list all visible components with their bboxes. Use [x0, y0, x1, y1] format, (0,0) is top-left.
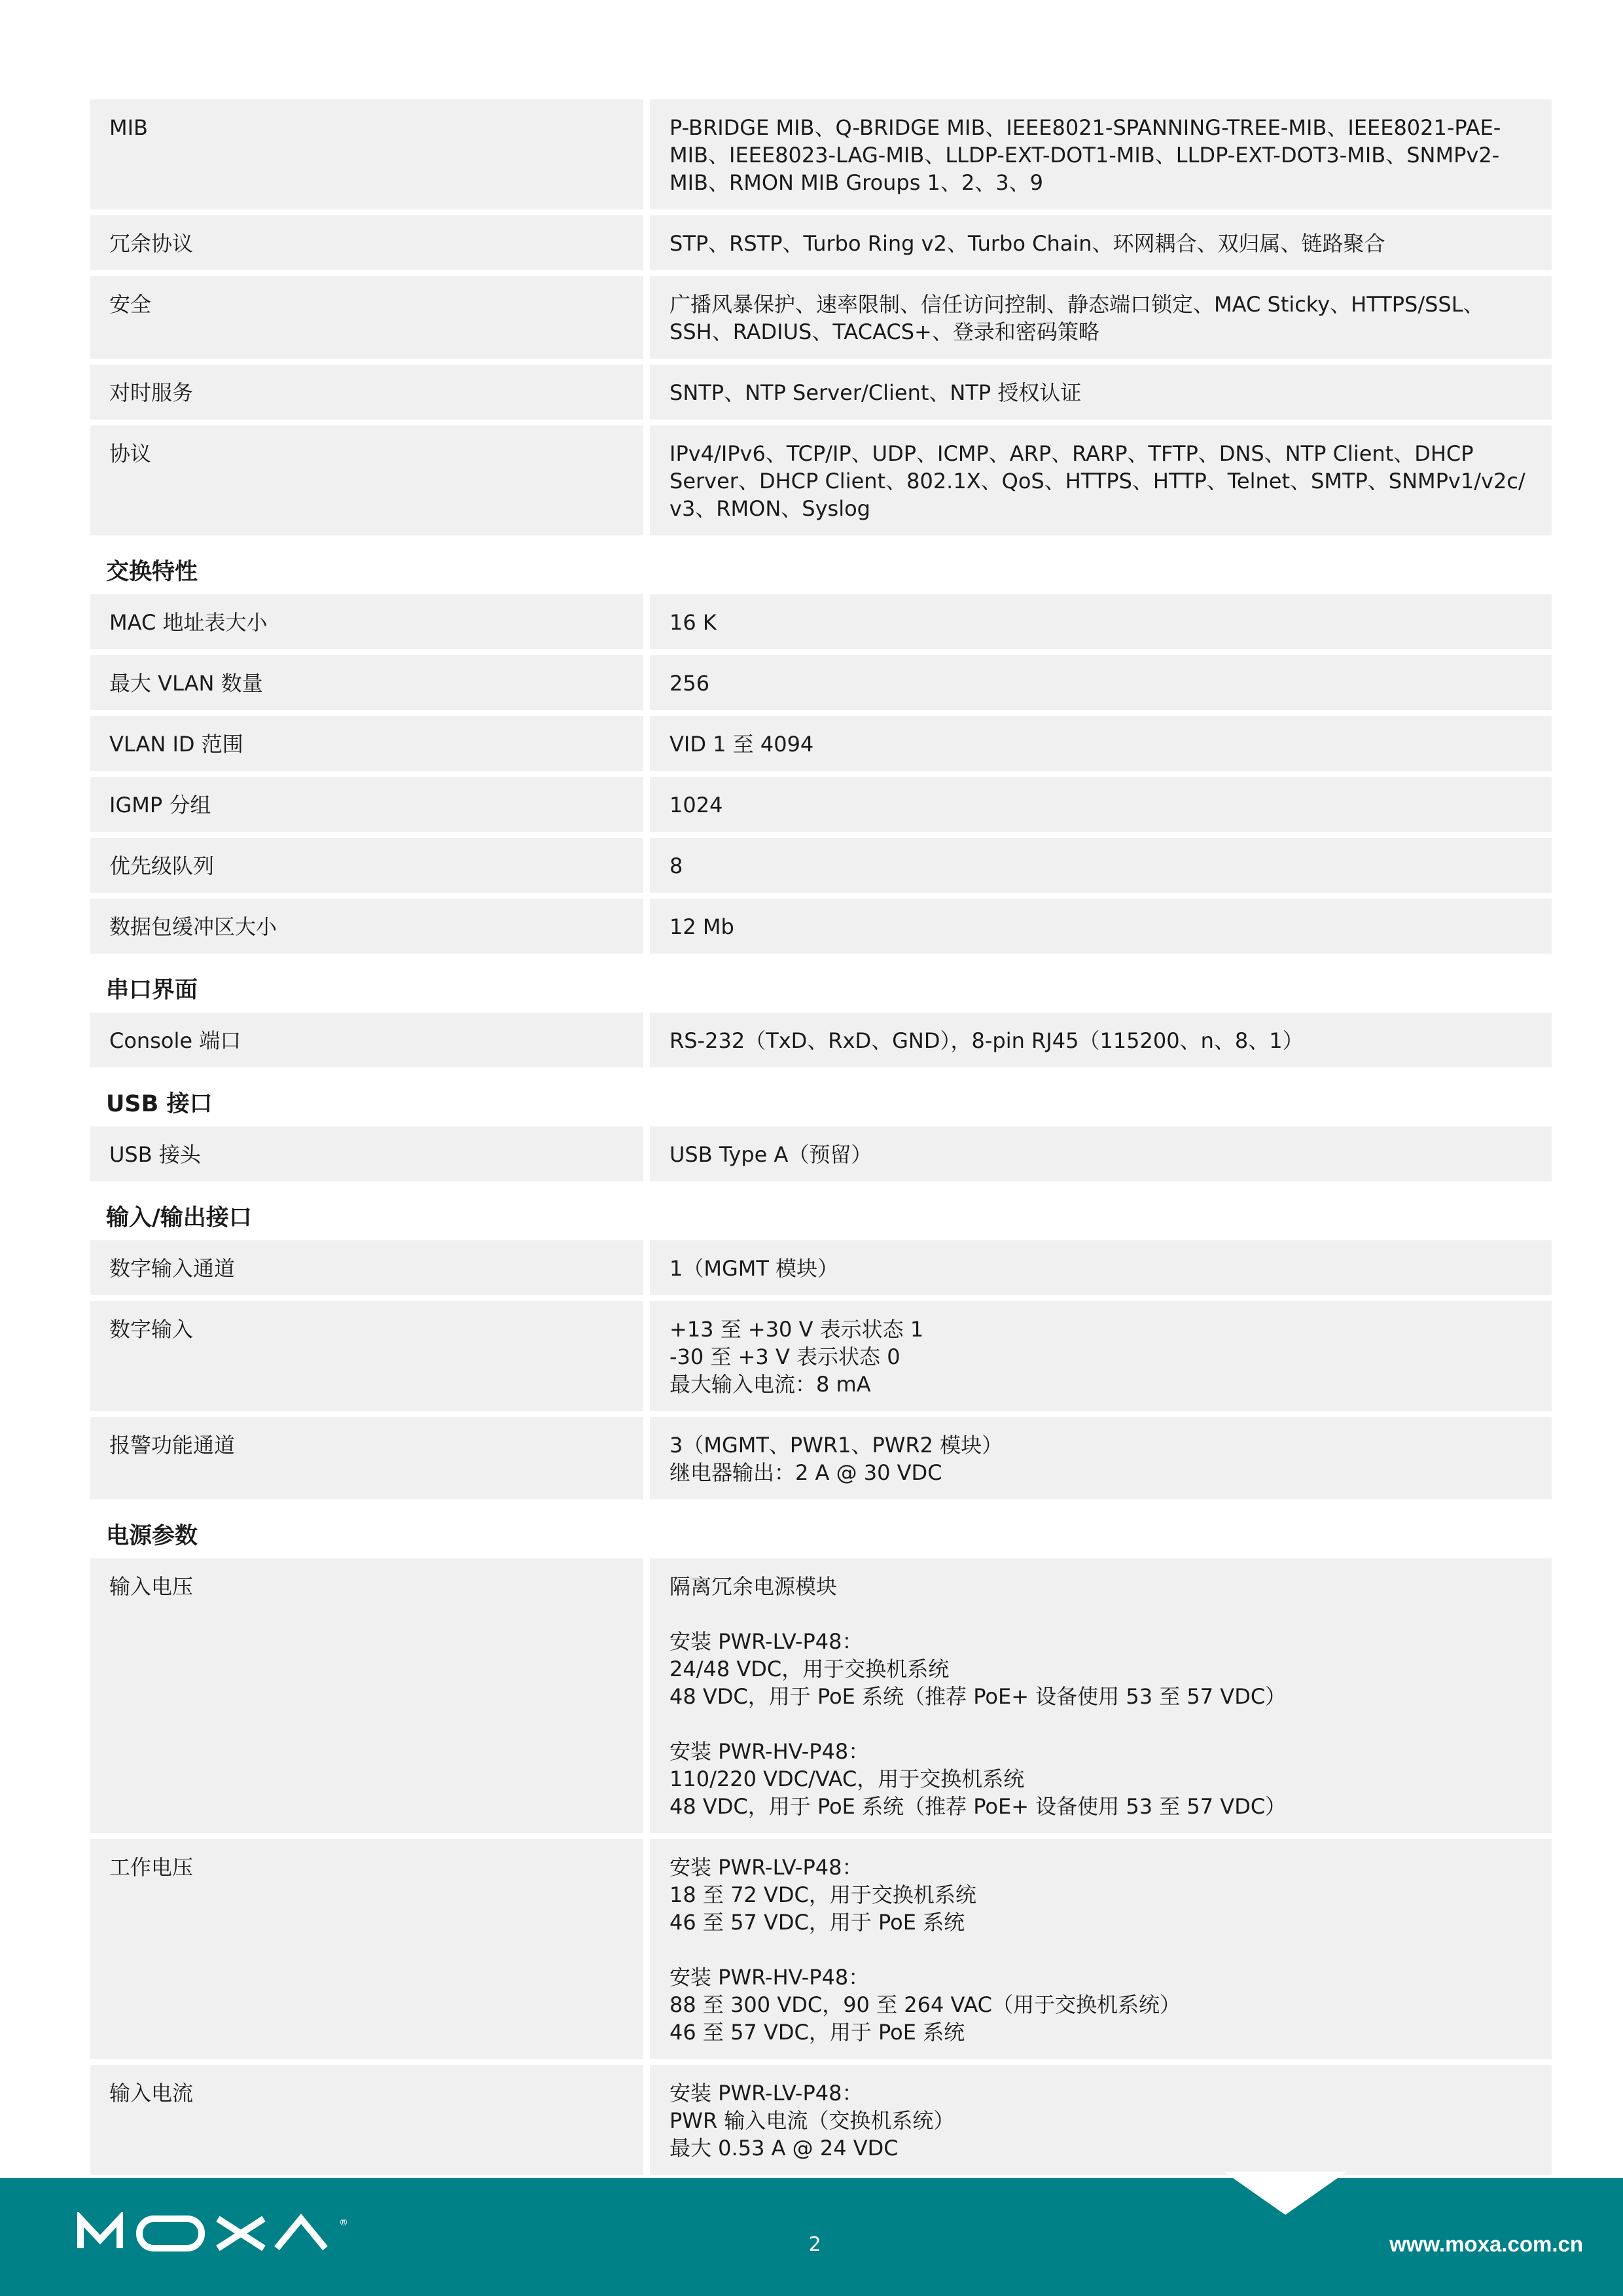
- spec-row: [90, 777, 1552, 832]
- spec-value-line: 16 K: [669, 610, 717, 635]
- spec-value-line: 1（MGMT 模块）: [669, 1256, 839, 1281]
- page-number: 2: [808, 2233, 821, 2256]
- spec-value-line: [669, 1936, 1533, 1964]
- spec-label: 输入电流: [90, 2065, 643, 2175]
- spec-row: [90, 1417, 1552, 1499]
- spec-value-line: RS-232（TxD、RxD、GND），8-pin RJ45（115200、n、8、1）: [669, 1028, 1304, 1053]
- spec-value: [650, 425, 1552, 535]
- spec-label: MIB: [90, 99, 643, 209]
- spec-table: [90, 99, 1552, 2181]
- spec-value: [650, 1013, 1552, 1067]
- spec-row: [90, 1301, 1552, 1411]
- spec-row: [90, 1126, 1552, 1181]
- spec-value: [650, 1126, 1552, 1181]
- spec-value: [650, 99, 1552, 209]
- spec-value: [650, 1558, 1552, 1833]
- spec-row: [90, 1839, 1552, 2059]
- spec-row: [90, 365, 1552, 420]
- spec-value-line: 隔离冗余电源模块: [669, 1574, 838, 1599]
- spec-row: [90, 594, 1552, 649]
- spec-value: [650, 2065, 1552, 2175]
- spec-value: [650, 716, 1552, 771]
- spec-value-line: 24/48 VDC，用于交换机系统: [669, 1657, 950, 1681]
- spec-label: 数据包缓冲区大小: [90, 899, 643, 954]
- spec-value-line: 18 至 72 VDC，用于交换机系统: [669, 1882, 976, 1907]
- spec-value: [650, 1839, 1552, 2059]
- spec-label: 冗余协议: [90, 215, 643, 270]
- spec-value-line: SSH、RADIUS、TACACS+、登录和密码策略: [669, 319, 1099, 344]
- spec-value-line: VID 1 至 4094: [669, 732, 814, 757]
- spec-value-line: 安装 PWR-LV-P48：: [669, 1855, 863, 1880]
- spec-value-line: 广播风暴保护、速率限制、信任访问控制、静态端口锁定、MAC Sticky、HTTPS/SSL、: [669, 292, 1484, 317]
- spec-row: [90, 899, 1552, 954]
- spec-value-line: +13 至 +30 V 表示状态 1: [669, 1317, 924, 1342]
- section-title: 串口界面: [106, 977, 198, 1003]
- spec-value-line: IPv4/IPv6、TCP/IP、UDP、ICMP、ARP、RARP、TFTP、DNS、NTP Client、DHCP: [669, 441, 1474, 466]
- spec-value-line: SNTP、NTP Server/Client、NTP 授权认证: [669, 380, 1082, 405]
- spec-label: 安全: [90, 276, 643, 359]
- spec-value-line: [669, 1600, 1533, 1628]
- spec-value-line: 1024: [669, 793, 723, 817]
- spec-row: [90, 2065, 1552, 2175]
- section-title: USB 接口: [106, 1091, 213, 1117]
- moxa-logo: [77, 2212, 352, 2259]
- spec-value-line: MIB、RMON MIB Groups 1、2、3、9: [669, 170, 1044, 195]
- spec-row: [90, 1558, 1552, 1833]
- spec-value-line: 最大 0.53 A @ 24 VDC: [669, 2136, 899, 2161]
- section-title: 电源参数: [106, 1523, 198, 1549]
- spec-row: [90, 99, 1552, 209]
- spec-value-line: 安装 PWR-LV-P48：: [669, 1629, 863, 1654]
- section-title: 交换特性: [106, 559, 198, 585]
- spec-value-line: 256: [669, 671, 710, 696]
- spec-row: [90, 716, 1552, 771]
- spec-value-line: 48 VDC，用于 PoE 系统（推荐 PoE+ 设备使用 53 至 57 VDC）: [669, 1794, 1287, 1819]
- spec-label: 报警功能通道: [90, 1417, 643, 1499]
- spec-value-line: 安装 PWR-LV-P48：: [669, 2081, 863, 2106]
- spec-value: [650, 276, 1552, 359]
- spec-row: [90, 838, 1552, 893]
- spec-value-line: P-BRIDGE MIB、Q-BRIDGE MIB、IEEE8021-SPANNING-TREE-MIB、IEEE8021-PAE-: [669, 115, 1501, 140]
- spec-value-line: 继电器输出：2 A @ 30 VDC: [669, 1460, 942, 1485]
- spec-value-line: 46 至 57 VDC，用于 PoE 系统: [669, 2020, 965, 2045]
- spec-value: [650, 655, 1552, 710]
- spec-value-line: 46 至 57 VDC，用于 PoE 系统: [669, 1910, 965, 1935]
- spec-value-line: 安装 PWR-HV-P48：: [669, 1739, 870, 1764]
- spec-value-line: PWR 输入电流（交换机系统）: [669, 2108, 955, 2133]
- spec-row: [90, 215, 1552, 270]
- footer-notch: [1224, 2172, 1347, 2215]
- spec-row: [90, 1013, 1552, 1067]
- spec-label: 最大 VLAN 数量: [90, 655, 643, 710]
- spec-label: 数字输入通道: [90, 1240, 643, 1295]
- spec-value: [650, 1417, 1552, 1499]
- spec-value-line: 12 Mb: [669, 914, 734, 939]
- spec-label: VLAN ID 范围: [90, 716, 643, 771]
- spec-value-line: 最大输入电流：8 mA: [669, 1372, 871, 1397]
- spec-label: 优先级队列: [90, 838, 643, 893]
- spec-value: [650, 899, 1552, 954]
- spec-value: [650, 838, 1552, 893]
- spec-value: [650, 365, 1552, 420]
- spec-label: USB 接头: [90, 1126, 643, 1181]
- spec-value-line: -30 至 +3 V 表示状态 0: [669, 1344, 901, 1369]
- spec-label: IGMP 分组: [90, 777, 643, 832]
- spec-label: 数字输入: [90, 1301, 643, 1411]
- spec-value-line: 安装 PWR-HV-P48：: [669, 1965, 870, 1990]
- spec-label: 协议: [90, 425, 643, 535]
- spec-label: 对时服务: [90, 365, 643, 420]
- spec-row: [90, 655, 1552, 710]
- spec-value: [650, 215, 1552, 270]
- spec-row: [90, 276, 1552, 359]
- spec-value: [650, 1301, 1552, 1411]
- spec-value: [650, 777, 1552, 832]
- spec-value-line: 88 至 300 VDC，90 至 264 VAC（用于交换机系统）: [669, 1992, 1181, 2017]
- spec-value-line: 3（MGMT、PWR1、PWR2 模块）: [669, 1433, 1003, 1458]
- spec-label: MAC 地址表大小: [90, 594, 643, 649]
- spec-value: [650, 594, 1552, 649]
- spec-value-line: MIB、IEEE8023-LAG-MIB、LLDP-EXT-DOT1-MIB、LLDP-EXT-DOT3-MIB、SNMPv2-: [669, 143, 1500, 168]
- spec-value-line: 110/220 VDC/VAC，用于交换机系统: [669, 1767, 1025, 1791]
- spec-label: 输入电压: [90, 1558, 643, 1833]
- spec-value-line: 48 VDC，用于 PoE 系统（推荐 PoE+ 设备使用 53 至 57 VDC）: [669, 1684, 1287, 1709]
- spec-row: [90, 1240, 1552, 1295]
- section-title: 输入/输出接口: [106, 1205, 252, 1231]
- spec-value-line: 8: [669, 853, 683, 878]
- spec-label: Console 端口: [90, 1013, 643, 1067]
- svg-text:®: ®: [339, 2217, 348, 2228]
- spec-row: [90, 425, 1552, 535]
- spec-value-line: [669, 1710, 1533, 1738]
- website-link[interactable]: www.moxa.com.cn: [1389, 2232, 1583, 2256]
- spec-value-line: STP、RSTP、Turbo Ring v2、Turbo Chain、环网耦合、双归属、链路聚合: [669, 231, 1385, 256]
- spec-label: 工作电压: [90, 1839, 643, 2059]
- spec-value-line: v3、RMON、Syslog: [669, 496, 870, 521]
- spec-value: [650, 1240, 1552, 1295]
- spec-value-line: Server、DHCP Client、802.1X、QoS、HTTPS、HTTP、Telnet、SMTP、SNMPv1/v2c/: [669, 469, 1525, 493]
- spec-value-line: USB Type A（预留）: [669, 1142, 872, 1167]
